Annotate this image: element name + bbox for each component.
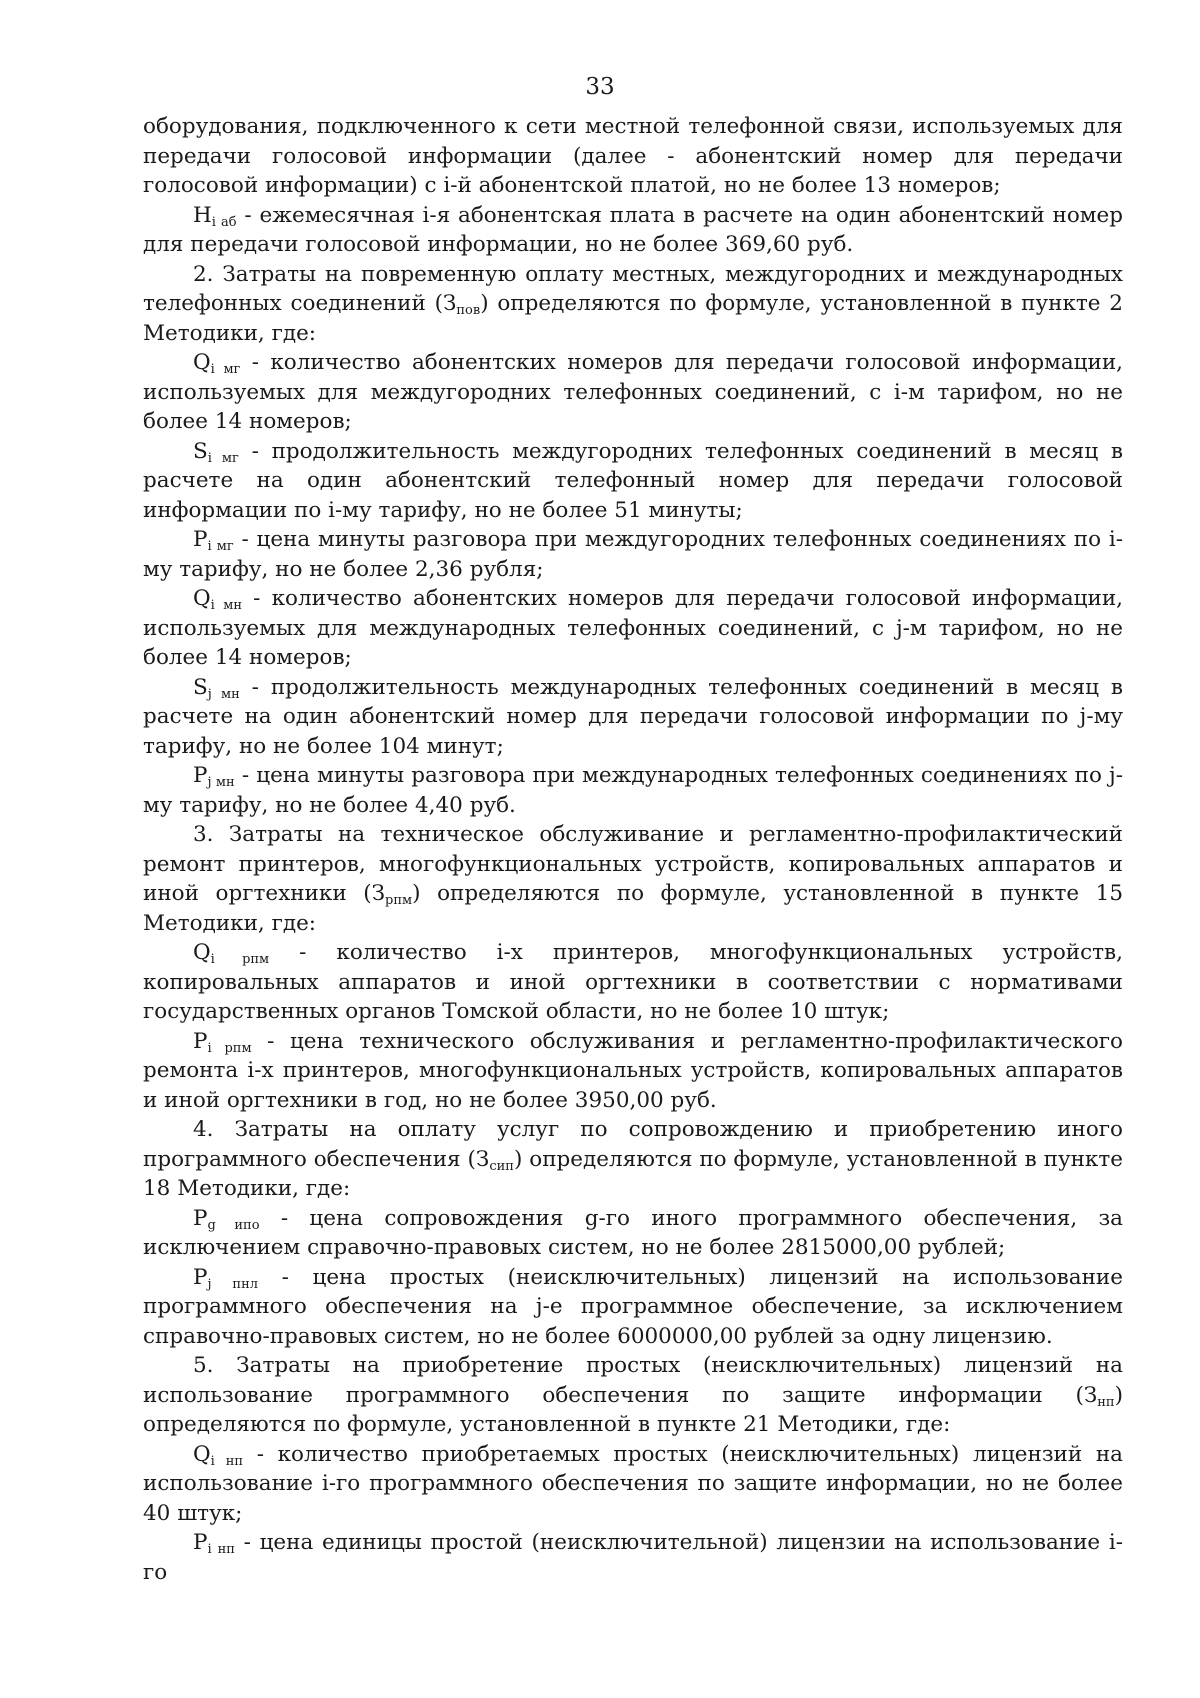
variable-definition	[143, 673, 1123, 762]
variable-symbol: P	[193, 1205, 208, 1231]
paragraph-text: оборудования, подключенного к сети местной телефонной связи, используемых для передачи голосовой информации (далее - абонентский номер для передачи голосовой информации) с i-й абонентской платой, но не более 13 номеров;	[143, 114, 1123, 198]
variable-definition	[143, 761, 1123, 820]
item-text: ) определяются по формуле, установленной в пункте 15 Методики, где:	[143, 881, 1124, 936]
definition-text: - цена единицы простой (неисключительной) лицензии на использование i-го	[143, 1530, 1123, 1585]
definition-text: - количество абонентских номеров для передачи голосовой информации, используемых для международных телефонных соединений, с j-м тарифом, но не более 14 номеров;	[143, 586, 1123, 670]
variable-definition	[143, 348, 1123, 437]
variable-definition	[143, 1440, 1123, 1529]
variable-definition	[143, 201, 1123, 260]
document-body	[143, 112, 1123, 1587]
variable-symbol: P	[193, 1530, 208, 1555]
variable-symbol: P	[193, 1264, 208, 1290]
variable-subscript: i мг	[207, 539, 234, 554]
variable-symbol: P	[193, 527, 208, 552]
item-text: 4. Затраты на оплату услуг по сопровождению и приобретению иного программного обеспечения (З	[143, 1117, 1123, 1172]
variable-definition	[143, 1027, 1123, 1116]
variable-subscript: i нп	[210, 1453, 244, 1469]
variable-definition	[143, 1204, 1123, 1263]
variable-subscript: j пнл	[207, 1276, 259, 1292]
variable-subscript: i нп	[207, 1542, 235, 1557]
definition-text: - количество i-х принтеров, многофункциональных устройств, копировальных аппаратов и иной оргтехники в соответствии с нормативами государственных органов Томской области, но не более 10 штук;	[143, 940, 1123, 1024]
variable-subscript: g ипо	[207, 1217, 260, 1233]
variable-subscript: i рпм	[207, 1040, 252, 1056]
cost-subscript: сип	[489, 1158, 514, 1174]
definition-text: - цена простых (неисключительных) лицензий на использование программного обеспечения на j-е программное обеспечение, за исключением справочно-правовых систем, но не более 6000000,00 рублей за одну лицензию.	[143, 1264, 1123, 1349]
variable-symbol: Q	[193, 1441, 211, 1467]
variable-symbol: Q	[193, 940, 211, 965]
variable-symbol: P	[193, 1028, 208, 1054]
numbered-item	[143, 820, 1123, 938]
variable-definition	[143, 525, 1123, 584]
page-number: 33	[585, 74, 615, 100]
variable-subscript: i рпм	[210, 952, 270, 967]
numbered-item	[143, 260, 1123, 349]
variable-definition	[143, 584, 1123, 673]
numbered-item	[143, 1115, 1123, 1204]
item-text: ) определяются по формуле, установленной в пункте 2 Методики, где:	[143, 291, 1123, 346]
item-text: 5. Затраты на приобретение простых (неисключительных) лицензий на использование программного обеспечения по защите информации (З	[143, 1353, 1123, 1408]
definition-text: - продолжительность международных телефонных соединений в месяц в расчете на один абонентский номер для передачи голосовой информации по j-му тарифу, но не более 104 минут;	[143, 674, 1123, 759]
cost-subscript: пов	[456, 303, 481, 318]
item-text: 2. Затраты на повременную оплату местных, междугородних и международных телефонных соединений (З	[143, 261, 1123, 316]
definition-text: - цена технического обслуживания и регламентно-профилактического ремонта i-х принтеров, многофункциональных устройств, копировальных аппаратов и иной оргтехники в год, но не более 3950,00 руб.	[143, 1028, 1123, 1113]
variable-definition	[143, 938, 1123, 1027]
variable-subscript: i мг	[210, 362, 241, 377]
definition-text: - ежемесячная i-я абонентская плата в расчете на один абонентский номер для передачи голосовой информации, но не более 369,60 руб.	[143, 202, 1123, 257]
variable-definition	[143, 437, 1123, 526]
item-text: 3. Затраты на техническое обслуживание и регламентно-профилактический ремонт принтеров, многофункциональных устройств, копировальных аппаратов и иной оргтехники (З	[143, 822, 1123, 906]
definition-text: - цена минуты разговора при междугородних телефонных соединениях по i-му тарифу, но не более 2,36 рубля;	[143, 527, 1123, 582]
variable-subscript: i мн	[210, 598, 243, 613]
variable-subscript: j мн	[207, 686, 240, 702]
variable-symbol: H	[193, 202, 212, 228]
definition-text: - цена минуты разговора при международных телефонных соединениях по j-му тарифу, но не более 4,40 руб.	[143, 763, 1123, 818]
variable-definition	[143, 1263, 1123, 1352]
variable-symbol: Q	[193, 586, 211, 611]
variable-subscript: i мг	[207, 450, 239, 466]
numbered-item	[143, 1351, 1123, 1440]
item-text: ) определяются по формуле, установленной в пункте 18 Методики, где:	[143, 1146, 1123, 1201]
variable-definition	[143, 1528, 1123, 1587]
variable-subscript: j мн	[207, 775, 235, 790]
item-text: ) определяются по формуле, установленной в пункте 21 Методики, где:	[143, 1382, 1123, 1437]
variable-symbol: Q	[193, 350, 211, 375]
definition-text: - количество приобретаемых простых (неисключительных) лицензий на использование i-го программного обеспечения по защите информации, но не более 40 штук;	[143, 1441, 1123, 1526]
variable-symbol: P	[193, 763, 208, 788]
cost-subscript: нп	[1097, 1394, 1115, 1410]
paragraph	[143, 112, 1123, 201]
definition-text: - цена сопровождения g-го иного программного обеспечения, за исключением справочно-правовых систем, но не более 2815000,00 рублей;	[143, 1205, 1123, 1260]
definition-text: - продолжительность междугородних телефонных соединений в месяц в расчете на один абонентский телефонный номер для передачи голосовой информации по i-му тарифу, но не более 51 минуты;	[143, 438, 1124, 523]
variable-symbol: S	[193, 438, 208, 464]
definition-text: - количество абонентских номеров для передачи голосовой информации, используемых для междугородних телефонных соединений, с i-м тарифом, но не более 14 номеров;	[143, 350, 1123, 434]
variable-subscript: i аб	[211, 214, 237, 230]
variable-symbol: S	[193, 674, 208, 700]
cost-subscript: рпм	[385, 893, 413, 908]
